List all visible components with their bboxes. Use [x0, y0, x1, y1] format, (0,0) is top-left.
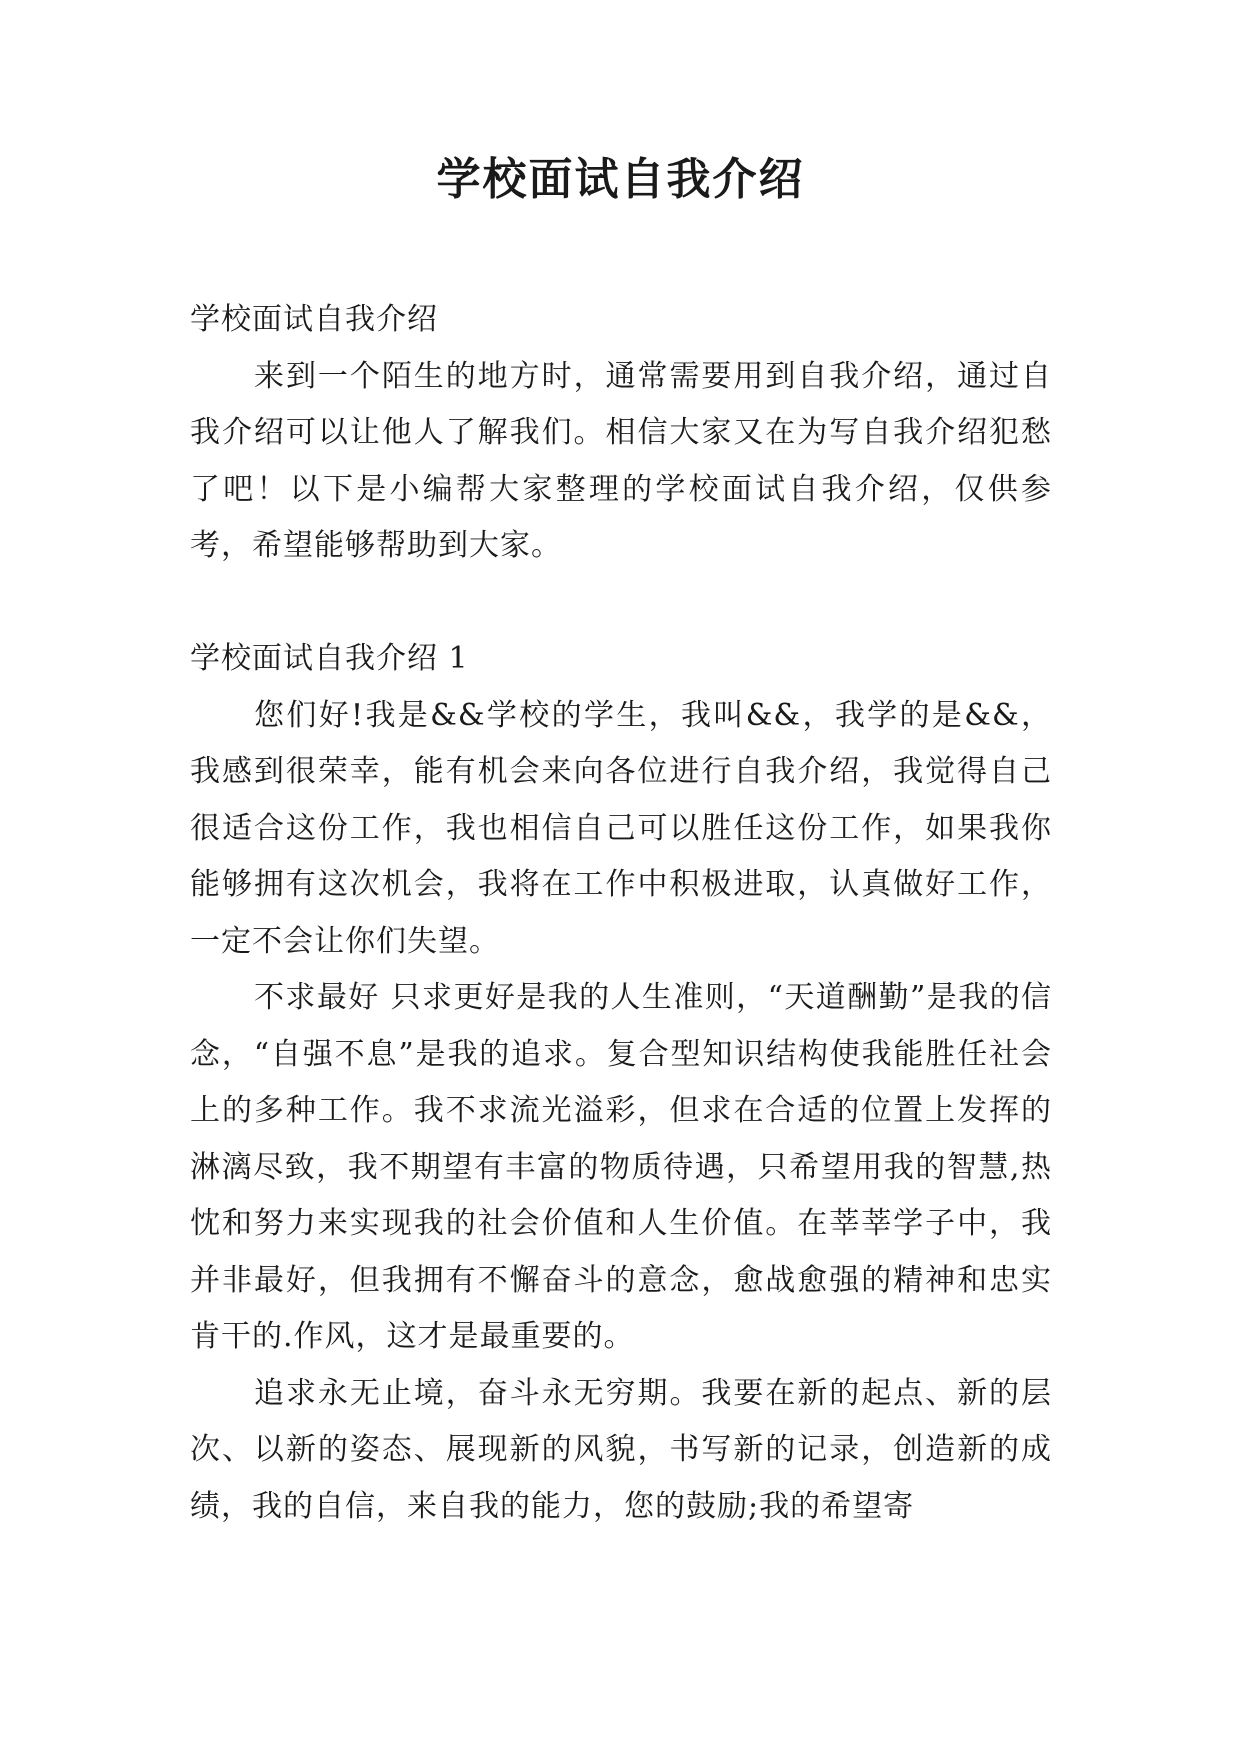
body-paragraph: 追求永无止境，奋斗永无穷期。我要在新的起点、新的层次、以新的姿态、展现新的风貌，书写新的记录，创造新的成绩，我的自信，来自我的能力，您的鼓励;我的希望寄 — [190, 1375, 1052, 1524]
section-heading: 学校面试自我介绍 — [190, 302, 438, 337]
intro-paragraph: 来到一个陌生的地方时，通常需要用到自我介绍，通过自我介绍可以让他人了解我们。相信大家又在为写自我介绍犯愁了吧！以下是小编帮大家整理的学校面试自我介绍，仅供参考，希望能够帮助到大家。 — [190, 358, 1052, 563]
body-paragraph: 不求最好 只求更好是我的人生准则，“天道酬勤”是我的信念，“自强不息”是我的追求。复合型知识结构使我能胜任社会上的多种工作。我不求流光溢彩，但求在合适的位置上发挥的 淋漓尽致，我不期望有丰富的物质待遇，只希望用我的智慧,热忱和努力来实现我的社会价值和人生价值。在莘莘学子中，我并非最好，但我拥有不懈奋斗的意念，愈战愈强的精神和忠实肯干的.作风，这才是最重要的。 — [190, 980, 1052, 1354]
section-spacer — [190, 575, 1052, 632]
document-body — [190, 292, 1052, 1535]
body-paragraph: 您们好!我是&&学校的学生，我叫&&，我学的是&&，我感到很荣幸，能有机会来向各位进行自我介绍，我觉得自己很适合这份工作，我也相信自己可以胜任这份工作，如果我你能够拥有这次机会，我将在工作中积极进取，认真做好工作，一定不会让你们失望。 — [190, 697, 1052, 959]
section-heading: 学校面试自我介绍 1 — [190, 641, 469, 676]
document-title: 学校面试自我介绍 — [436, 154, 805, 205]
